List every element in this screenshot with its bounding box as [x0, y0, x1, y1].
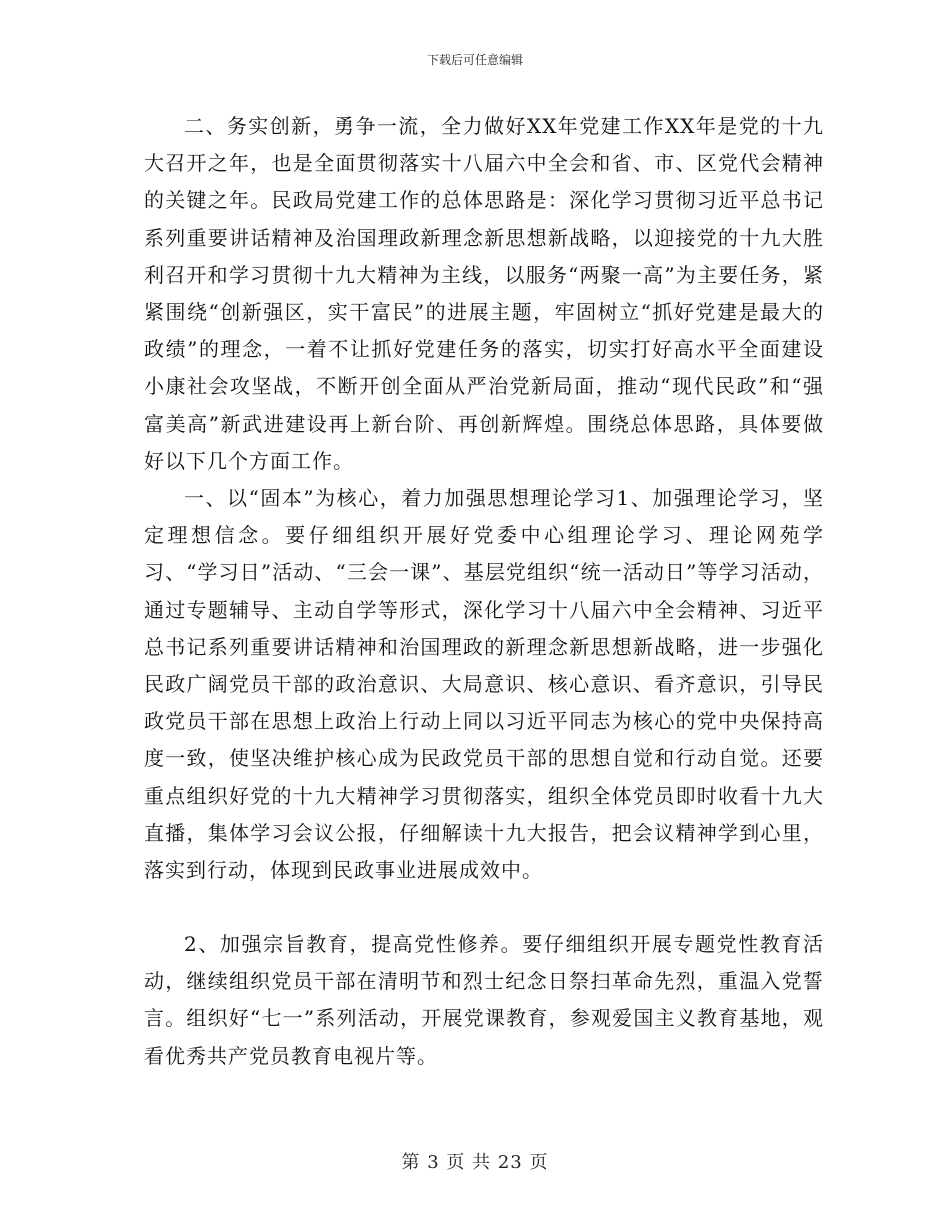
page-number-footer: 第 3 页 共 23 页 — [401, 1152, 549, 1173]
page-header: 下载后可任意编辑 — [426, 53, 523, 67]
body-paragraph: 二、务实创新，勇争一流，全力做好XX年党建工作XX年是党的十九大召开之年，也是全面贯彻落实十八届六中全会和省、市、区党代会精神的关键之年。民政局党建工作的总体思路是：深化学习贯彻习近平总书记系列重要讲话精神及治国理政新理念新思想新战略，以迎接党的十九大胜利召开和学习贯彻十九大精神为主线，以服务“两聚一高”为主要任务，紧紧围绕“创新强区，实干富民”的进展主题，牢固树立“抓好党建是最大的政绩”的理念，一着不让抓好党建任务的落实，切实打好高水平全面建设小康社会攻坚战，不断开创全面从严治党新局面，推动“现代民政”和“强富美高”新武进建设再上新台阶、再创新辉煌。围绕总体思路，具体要做好以下几个方面工作。 — [144, 114, 824, 473]
body-paragraph: 一、以“固本”为核心，着力加强思想理论学习1、加强理论学习，坚定理想信念。要仔细组织开展好党委中心组理论学习、理论网苑学习、“学习日”活动、“三会一课”、基层党组织“统一活动日”等学习活动，通过专题辅导、主动自学等形式，深化学习十八届六中全会精神、习近平总书记系列重要讲话精神和治国理政的新理念新思想新战略，进一步强化民政广阔党员干部的政治意识、大局意识、核心意识、看齐意识，引导民政党员干部在思想上政治上行动上同以习近平同志为核心的党中央保持高度一致，使坚决维护核心成为民政党员干部的思想自觉和行动自觉。还要重点组织好党的十九大精神学习贯彻落实，组织全体党员即时收看十九大直播，集体学习会议公报，仔细解读十九大报告，把会议精神学到心里，落实到行动，体现到民政事业进展成效中。 — [144, 486, 824, 883]
document-body — [144, 108, 824, 1076]
body-paragraph: 2、加强宗旨教育，提高党性修养。要仔细组织开展专题党性教育活动，继续组织党员干部在清明节和烈士纪念日祭扫革命先烈，重温入党誓言。组织好“七一”系列活动，开展党课教育，参观爱国主义教育基地，观看优秀共产党员教育电视片等。 — [144, 932, 824, 1068]
